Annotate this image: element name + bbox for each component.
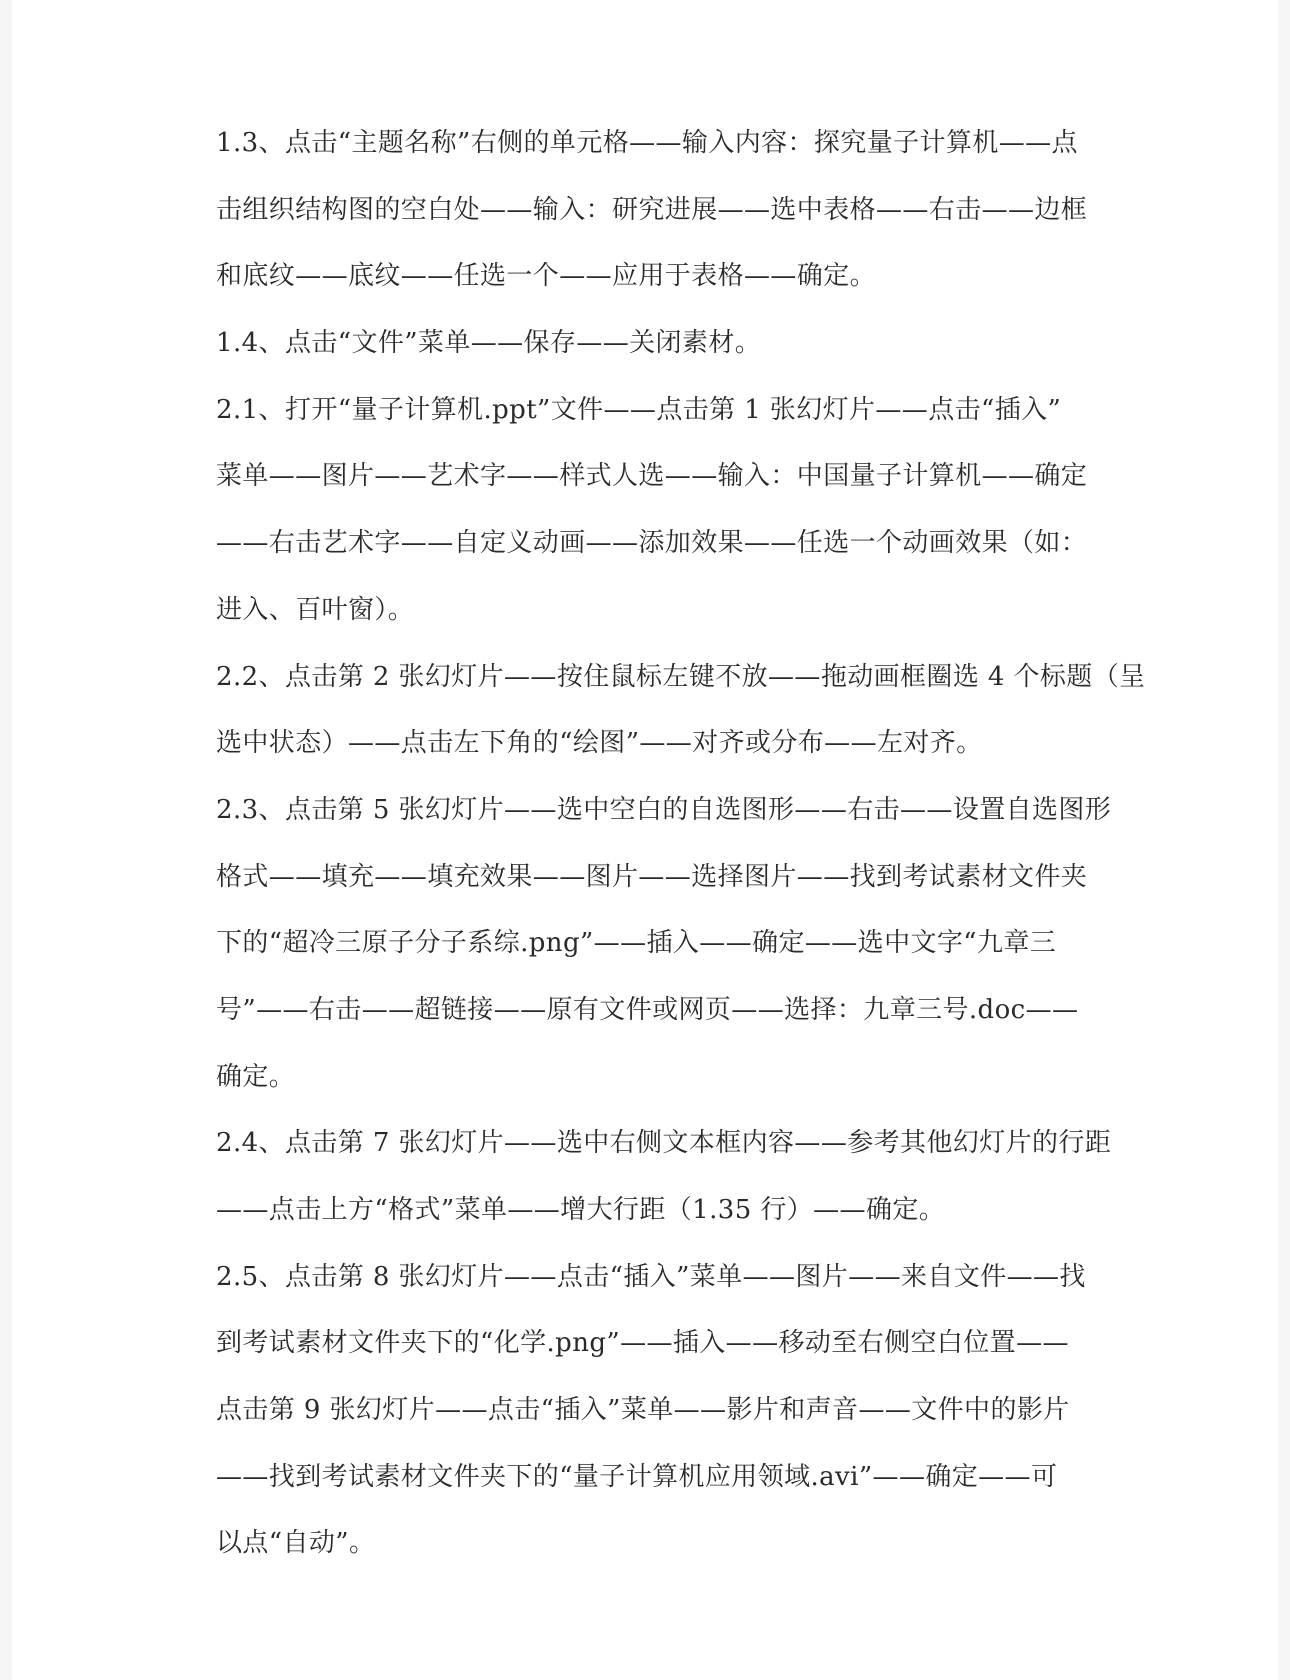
text-line: 以点“自动”。 [216,1528,376,1559]
text-line: 号”——右击——超链接——原有文件或网页——选择：九章三号.doc—— [216,994,1079,1025]
document-body [216,110,1146,1577]
text-line: 2.2、点击第 2 张幻灯片——按住鼠标左键不放——拖动画框圈选 4 个标题（呈 [216,661,1146,692]
text-line: 击组织结构图的空白处——输入：研究进展——选中表格——右击——边框 [216,194,1088,225]
text-line: ——点击上方“格式”菜单——增大行距（1.35 行）——确定。 [216,1195,946,1225]
text-line: 到考试素材文件夹下的“化学.png”——插入——移动至右侧空白位置—— [216,1328,1069,1359]
text-line: 1.4、点击“文件”菜单——保存——关闭素材。 [216,328,762,359]
text-line: 2.1、打开“量子计算机.ppt”文件——点击第 1 张幻灯片——点击“插入” [216,394,1062,425]
text-line: 格式——填充——填充效果——图片——选择图片——找到考试素材文件夹 [216,861,1088,892]
text-line: 1.3、点击“主题名称”右侧的单元格——输入内容：探究量子计算机——点 [216,128,1078,158]
document-page [12,0,1278,1680]
text-line: 2.4、点击第 7 张幻灯片——选中右侧文本框内容——参考其他幻灯片的行距 [216,1128,1112,1159]
text-line: 和底纹——底纹——任选一个——应用于表格——确定。 [216,261,877,292]
text-line: 进入、百叶窗）。 [216,594,415,625]
text-line: 下的“超冷三原子分子系综.png”——插入——确定——选中文字“九章三 [216,928,1057,959]
text-line: 2.5、点击第 8 张幻灯片——点击“插入”菜单——图片——来自文件——找 [216,1261,1086,1292]
text-line: 菜单——图片——艺术字——样式人选——输入：中国量子计算机——确定 [216,461,1088,492]
text-line: 选中状态）——点击左下角的“绘图”——对齐或分布——左对齐。 [216,728,983,759]
text-line: 2.3、点击第 5 张幻灯片——选中空白的自选图形——右击——设置自选图形 [216,794,1112,825]
text-line: ——右击艺术字——自定义动画——添加效果——任选一个动画效果（如： [216,528,1088,559]
text-line: 确定。 [216,1061,296,1092]
text-line: 点击第 9 张幻灯片——点击“插入”菜单——影片和声音——文件中的影片 [216,1395,1070,1426]
text-line: ——找到考试素材文件夹下的“量子计算机应用领域.avi”——确定——可 [216,1461,1058,1492]
